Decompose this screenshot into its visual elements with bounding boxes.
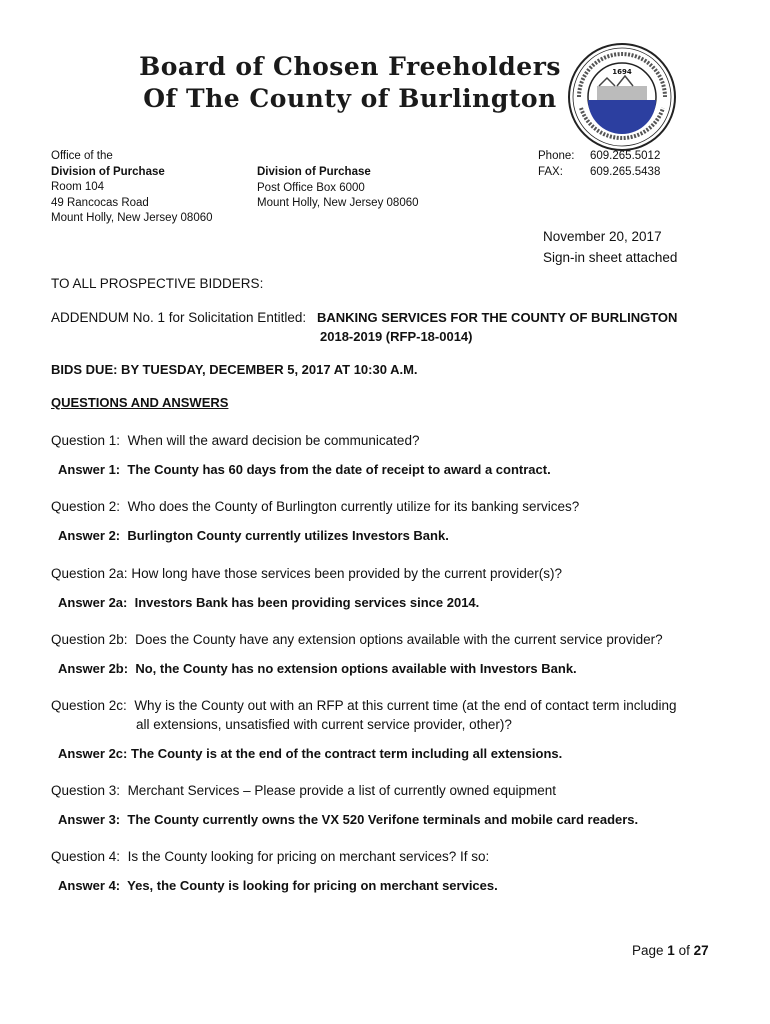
question-label: Question 2: (51, 499, 121, 514)
question-item (51, 698, 677, 713)
question-text: Merchant Services – Please provide a list of currently owned equipment (127, 783, 557, 798)
bids-due: BIDS DUE: BY TUESDAY, DECEMBER 5, 2017 AT 10:30 A.M. (51, 362, 418, 377)
question-label: Question 2b: (51, 632, 128, 647)
page-total: 27 (693, 943, 709, 958)
question-label: Question 1: (51, 433, 121, 448)
question-item (51, 433, 419, 448)
answer-item (58, 878, 498, 893)
answer-text: No, the County has no extension options available with Investors Bank. (135, 661, 577, 676)
address-line: Division of Purchase (257, 166, 371, 178)
question-label: Question 2a: (51, 566, 128, 581)
answer-item (58, 661, 577, 676)
letterhead-title-line1: Board of Chosen Freeholders (139, 52, 561, 81)
question-text: Who does the County of Burlington currently utilize for its banking services? (127, 499, 580, 514)
answer-item (58, 746, 562, 761)
page-current: 1 (667, 943, 675, 958)
question-item (51, 499, 579, 514)
answer-label: Answer 3: (58, 812, 121, 827)
fax-label: FAX: (538, 166, 563, 178)
page-number (632, 943, 709, 958)
question-label: Question 2c: (51, 698, 127, 713)
question-text: Does the County have any extension options available with the current service provider? (135, 632, 663, 647)
question-item (51, 783, 556, 798)
answer-text: Investors Bank has been providing services since 2014. (134, 595, 480, 610)
answer-label: Answer 4: (58, 878, 121, 893)
answer-label: Answer 2a: (58, 595, 128, 610)
answer-label: Answer 2: (58, 528, 121, 543)
question-item (51, 632, 663, 647)
question-text: When will the award decision be communicated? (127, 433, 420, 448)
salutation: TO ALL PROSPECTIVE BIDDERS: (51, 276, 264, 291)
question-text: Is the County looking for pricing on merchant services? If so: (127, 849, 490, 864)
address-line: Division of Purchase (51, 165, 165, 178)
county-seal (567, 42, 677, 152)
address-line: Post Office Box 6000 (257, 181, 365, 194)
answer-text: Burlington County currently utilizes Investors Bank. (127, 528, 449, 543)
answer-label: Answer 2b: (58, 661, 129, 676)
sign-in-note: Sign-in sheet attached (543, 250, 678, 265)
mailing-address (257, 165, 419, 212)
answer-label: Answer 2c: (58, 746, 128, 761)
address-line: 49 Rancocas Road (51, 196, 149, 209)
addendum-prefix: ADDENDUM No. 1 for Solicitation Entitled: (51, 310, 307, 325)
addendum-title: BANKING SERVICES FOR THE COUNTY OF BURLINGTON (317, 310, 678, 325)
letterhead-title-line2: Of The County of Burlington (143, 84, 557, 113)
answer-text: The County is at the end of the contract term including all extensions. (131, 746, 563, 761)
answer-item (58, 595, 479, 610)
seal-year: 1694 (612, 68, 632, 76)
answer-text: Yes, the County is looking for pricing on merchant services. (127, 878, 498, 893)
fax-value: 609.265.5438 (590, 166, 661, 178)
question-text: How long have those services been provided by the current provider(s)? (131, 566, 563, 581)
address-line: Office of the (51, 150, 113, 162)
answer-item (58, 812, 638, 827)
answer-label: Answer 1: (58, 462, 121, 477)
answer-item (58, 462, 551, 477)
address-line: Mount Holly, New Jersey 08060 (51, 212, 213, 224)
phone-value: 609.265.5012 (590, 150, 661, 162)
address-line: Room 104 (51, 181, 105, 193)
question-label: Question 4: (51, 849, 121, 864)
question-text: Why is the County out with an RFP at this current time (at the end of contact term including (134, 698, 677, 713)
section-heading: QUESTIONS AND ANSWERS (51, 395, 229, 410)
answer-item (58, 528, 449, 543)
answer-text: The County has 60 days from the date of receipt to award a contract. (127, 462, 551, 477)
address-line: Mount Holly, New Jersey 08060 (257, 197, 419, 209)
office-address (51, 149, 213, 227)
question-item (51, 849, 489, 864)
page-label: Page (632, 943, 664, 958)
addendum-rfp: 2018-2019 (RFP-18-0014) (320, 329, 473, 344)
question-text-continued: all extensions, unsatisfied with current service provider, other)? (136, 717, 512, 732)
phone-label: Phone: (538, 150, 575, 162)
page-of: of (678, 943, 690, 958)
answer-text: The County currently owns the VX 520 Verifone terminals and mobile card readers. (127, 812, 639, 827)
question-label: Question 3: (51, 783, 121, 798)
question-item (51, 566, 562, 581)
letter-date: November 20, 2017 (543, 229, 662, 244)
